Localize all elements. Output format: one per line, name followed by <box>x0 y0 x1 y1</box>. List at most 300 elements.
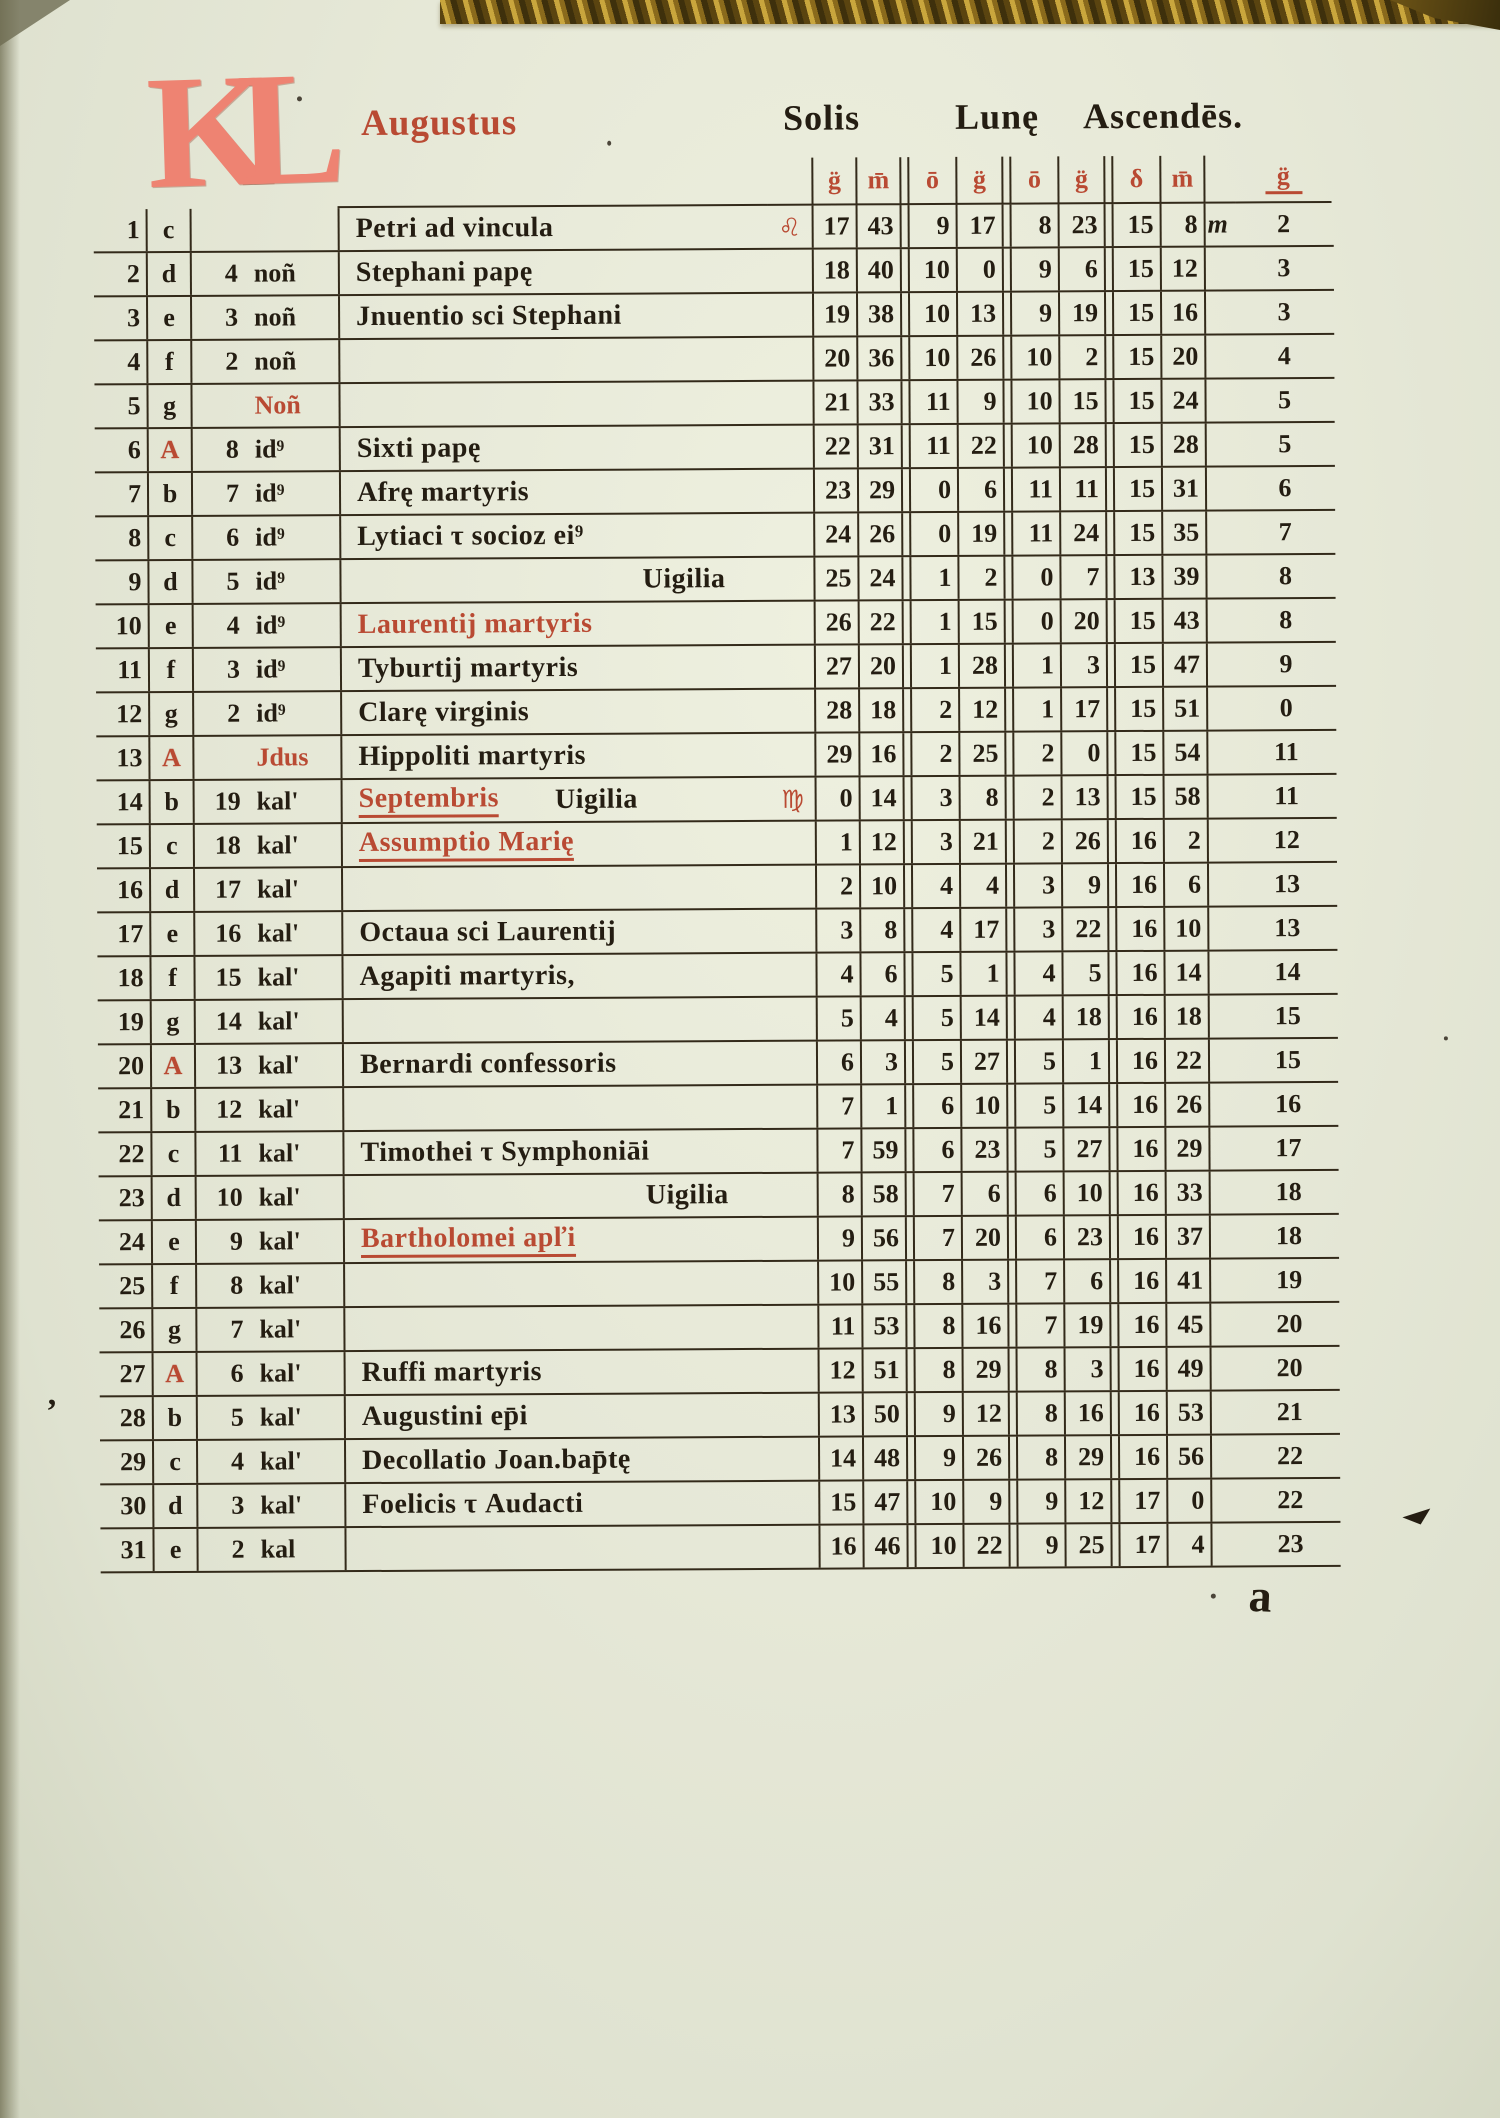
day-number: 28 <box>119 1403 146 1433</box>
calendar-row <box>98 1127 1338 1177</box>
ascendant-zodiac-sign <box>1205 155 1235 203</box>
calendar-row <box>99 1215 1339 1265</box>
ascendens-hours: 15 <box>1128 341 1155 372</box>
ascendens-hours: 15 <box>1129 517 1156 548</box>
column-gap <box>904 1129 914 1171</box>
second-degrees: 27 <box>1062 1128 1108 1170</box>
lune-sign: 8 <box>942 1354 956 1384</box>
solis-minutes: 51 <box>862 1349 906 1391</box>
calendar-row <box>98 1039 1338 1089</box>
column-gap <box>1105 424 1115 466</box>
column-gap <box>1108 996 1118 1038</box>
day-number: 31 <box>120 1535 147 1565</box>
lune-sign: 1 <box>938 606 952 637</box>
column-gap <box>903 909 913 951</box>
oblique-ascension-degrees <box>1235 155 1331 204</box>
column-gap <box>900 205 910 247</box>
feast-name <box>340 646 770 690</box>
calendar-row <box>97 863 1337 913</box>
column-gap <box>906 1393 916 1435</box>
lune-degrees: 25 <box>958 733 1004 775</box>
feast-text: Laurentij martyris <box>357 607 593 641</box>
lune-sign: 11 <box>925 386 951 417</box>
feast-name <box>343 1262 773 1306</box>
calendar-row <box>95 467 1335 517</box>
dominical-letter: f <box>151 1265 195 1307</box>
roman-word: kal' <box>258 1094 301 1124</box>
ascendant-zodiac-sign: m <box>1207 209 1228 239</box>
day-number: 1 <box>126 215 140 245</box>
second-sign: 9 <box>1038 254 1052 284</box>
oblique-ascension-degrees: 23 <box>1277 1529 1304 1559</box>
oblique-ascension-degrees: 12 <box>1273 825 1300 855</box>
lune-sign: ō <box>909 157 955 205</box>
roman-word: kal' <box>258 1138 301 1168</box>
roman-number: 18 <box>193 825 249 867</box>
lune-degrees: 4 <box>959 865 1005 907</box>
column-gap <box>1003 425 1013 467</box>
solis-minutes: 43 <box>856 205 900 247</box>
column-gap <box>1107 952 1117 994</box>
feast-text: Bernardi confessoris <box>359 1047 617 1081</box>
column-gap <box>1007 1217 1017 1259</box>
column-gap <box>901 557 911 599</box>
second-sign: 0 <box>1040 606 1054 636</box>
column-gap <box>1008 1481 1018 1523</box>
day-number: 17 <box>117 919 144 949</box>
day-number <box>93 161 145 209</box>
roman-number: 5 <box>196 1397 252 1439</box>
solis-minutes: 1 <box>860 1085 904 1127</box>
lune-degrees: 19 <box>957 513 1003 555</box>
lune-degrees: 9 <box>962 1481 1008 1523</box>
dominical-letter: d <box>149 869 193 911</box>
ascendens-hours: 16 <box>1131 913 1158 944</box>
ascendens-minutes: 28 <box>1161 424 1207 466</box>
lune-sign: 9 <box>942 1398 956 1428</box>
roman-word: kal' <box>259 1270 302 1300</box>
second-degrees: 18 <box>1062 996 1108 1038</box>
lune-sign: 0 <box>937 474 952 505</box>
lune-sign: 4 <box>940 870 954 901</box>
ascendant-zodiac-sign <box>1209 863 1239 905</box>
ascendens-minutes: 22 <box>1164 1040 1210 1082</box>
oblique-ascension-degrees: 3 <box>1277 297 1291 327</box>
lune-sign: 8 <box>942 1310 956 1340</box>
oblique-ascension-degrees: 17 <box>1275 1133 1302 1163</box>
calendar-row <box>97 951 1337 1001</box>
lune-degrees: 17 <box>956 205 1002 247</box>
column-gap <box>901 469 911 511</box>
ascendant-zodiac-sign <box>1212 1435 1242 1477</box>
ascendens-minutes: 53 <box>1166 1392 1212 1434</box>
dominical-letter: b <box>147 473 191 515</box>
lune-sign: 7 <box>941 1222 956 1252</box>
second-degrees: 14 <box>1062 1084 1108 1126</box>
feast-name <box>340 734 770 778</box>
column-gap <box>902 645 912 687</box>
lune-sign: 6 <box>941 1090 955 1120</box>
oblique-ascension-degrees: 18 <box>1275 1177 1302 1207</box>
second-degrees: 15 <box>1058 380 1104 422</box>
calendar-row <box>95 423 1335 473</box>
column-gap <box>900 337 910 379</box>
roman-number: 4 <box>190 253 246 295</box>
zodiac-sign-icon <box>773 1218 817 1260</box>
oblique-ascension-degrees: 14 <box>1274 957 1301 987</box>
column-gap <box>1106 688 1116 730</box>
solis-degrees: 24 <box>813 513 857 555</box>
ascendant-zodiac-sign <box>1211 1215 1241 1257</box>
column-gap <box>1107 820 1117 862</box>
lune-sign: 3 <box>939 782 953 813</box>
roman-number: 13 <box>194 1045 250 1087</box>
calendar-row <box>99 1259 1339 1309</box>
ascendens-minutes: 33 <box>1165 1172 1211 1214</box>
ascendens-hours: 16 <box>1131 1001 1158 1032</box>
dominical-letter: c <box>149 825 193 867</box>
day-number: 10 <box>115 611 142 641</box>
column-gap <box>1006 1129 1016 1171</box>
feast-text: Sixti papę <box>356 432 481 465</box>
column-gap <box>1007 1305 1017 1347</box>
solis-minutes: 22 <box>858 601 902 643</box>
lune-degrees: 10 <box>960 1085 1006 1127</box>
zodiac-sign-icon <box>769 558 813 600</box>
ascendant-zodiac-sign <box>1209 819 1239 861</box>
ascendens-hours: δ <box>1113 156 1159 204</box>
second-degrees: 23 <box>1058 204 1104 246</box>
second-sign: 5 <box>1042 1046 1057 1076</box>
roman-number: 3 <box>190 297 246 339</box>
ascendens-minutes: 10 <box>1163 908 1209 950</box>
second-degrees: 5 <box>1061 952 1107 994</box>
roman-word: kal' <box>259 1402 302 1432</box>
solis-minutes: 10 <box>859 865 903 907</box>
oblique-ascension-degrees: 19 <box>1276 1265 1303 1295</box>
lune-sign: 5 <box>940 958 954 989</box>
ascendens-minutes: 18 <box>1164 996 1210 1038</box>
lune-degrees: 14 <box>960 997 1006 1039</box>
second-sign: 9 <box>1045 1486 1059 1516</box>
solis-minutes: 18 <box>858 689 902 731</box>
column-gap <box>903 821 913 863</box>
ascendens-minutes: 6 <box>1163 864 1209 906</box>
lune-degrees: 9 <box>956 381 1002 423</box>
column-gap <box>1108 1040 1118 1082</box>
feast-text: Foelicis τ Audacti <box>362 1487 584 1521</box>
solis-minutes: 56 <box>861 1217 905 1259</box>
ascendens-hours: 15 <box>1128 385 1155 416</box>
ascendens-minutes: 4 <box>1166 1524 1212 1566</box>
lune-degrees: g̈ <box>955 157 1001 205</box>
calendar-row <box>96 687 1336 737</box>
solis-minutes: 46 <box>862 1525 906 1567</box>
zodiac-sign-icon <box>774 1482 818 1524</box>
ascendant-zodiac-sign <box>1212 1391 1242 1433</box>
lune-sign: 1 <box>938 650 953 681</box>
lune-degrees: 12 <box>958 689 1004 731</box>
lune-degrees: 26 <box>956 337 1002 379</box>
roman-word: noñ <box>253 258 296 288</box>
ascendant-zodiac-sign <box>1210 1127 1240 1169</box>
second-sign: 11 <box>1028 518 1054 548</box>
roman-word: id⁹ <box>255 610 286 640</box>
ascendens-hours: 16 <box>1132 1221 1160 1251</box>
column-gap <box>1007 1173 1017 1215</box>
calendar-row <box>94 291 1334 341</box>
second-degrees: 17 <box>1060 688 1106 730</box>
roman-word: kal' <box>256 786 299 816</box>
column-gap <box>1001 157 1011 205</box>
second-sign: 4 <box>1042 1002 1056 1032</box>
column-gap <box>905 1217 915 1259</box>
column-gap <box>900 249 910 291</box>
roman-number: 8 <box>191 429 247 471</box>
second-degrees: 26 <box>1061 820 1107 862</box>
day-number: 22 <box>118 1139 145 1169</box>
day-number: 30 <box>120 1491 147 1521</box>
column-gap <box>1008 1437 1018 1479</box>
day-number: 9 <box>128 567 142 597</box>
column-gap <box>1108 1128 1118 1170</box>
column-gap <box>906 1525 916 1567</box>
second-sign: 2 <box>1041 782 1055 812</box>
lune-degrees: 26 <box>962 1437 1008 1479</box>
roman-number: 6 <box>191 517 247 559</box>
lune-degrees: 2 <box>957 557 1003 599</box>
feast-text: Stephani papę <box>355 256 533 289</box>
lune-sign: 2 <box>939 694 953 725</box>
lune-sign: 5 <box>940 1046 955 1076</box>
ascendens-minutes: 56 <box>1166 1436 1212 1478</box>
ascendens-minutes: 24 <box>1160 380 1206 422</box>
column-gap <box>1107 908 1117 950</box>
lune-sign: 1 <box>938 562 952 593</box>
ascendens-minutes: 49 <box>1166 1348 1212 1390</box>
lune-sign: 10 <box>924 342 951 373</box>
oblique-ascension-degrees: 2 <box>1277 209 1291 239</box>
column-gap <box>1004 733 1014 775</box>
lune-sign: 10 <box>930 1486 957 1517</box>
zodiac-sign-icon <box>768 382 812 424</box>
column-gap <box>1110 1348 1120 1390</box>
ascendens-hours: 15 <box>1128 429 1155 460</box>
column-gap <box>902 733 912 775</box>
zodiac-sign-icon <box>772 1086 816 1128</box>
column-gap <box>1003 513 1013 555</box>
second-sign: ō <box>1011 156 1057 204</box>
second-sign: 8 <box>1045 1442 1059 1472</box>
feast-text: Jnuentio sci Stephani <box>356 299 622 333</box>
feast-text: Assumptio Marię <box>359 827 574 861</box>
feast-name <box>339 514 769 558</box>
day-number: 14 <box>116 787 143 817</box>
roman-word: noñ <box>254 346 297 376</box>
second-sign: 7 <box>1044 1266 1058 1296</box>
second-sign: 10 <box>1026 342 1053 372</box>
column-gap <box>901 513 911 555</box>
solis-degrees: 6 <box>816 1041 860 1083</box>
solis-minutes: 58 <box>861 1173 905 1215</box>
ascendant-zodiac-sign <box>1207 511 1237 553</box>
lune-sign: 10 <box>923 254 950 285</box>
ascendant-zodiac-sign <box>1212 1479 1242 1521</box>
dominical-letter: b <box>152 1397 196 1439</box>
second-degrees: 10 <box>1063 1172 1109 1214</box>
roman-number: 4 <box>192 605 248 647</box>
feast-name <box>343 1306 773 1350</box>
zodiac-sign-icon <box>770 690 814 732</box>
roman-word: id⁹ <box>254 478 285 508</box>
second-degrees: 22 <box>1061 908 1107 950</box>
dominical-letter: e <box>151 1221 195 1263</box>
solis-minutes: 3 <box>860 1041 904 1083</box>
column-gap <box>1109 1216 1119 1258</box>
second-degrees: 12 <box>1064 1480 1110 1522</box>
solis-degrees: 0 <box>815 777 859 819</box>
second-sign: 6 <box>1043 1178 1057 1208</box>
zodiac-sign-icon <box>768 250 812 292</box>
day-number: 2 <box>126 259 140 289</box>
solis-degrees: 28 <box>814 689 858 731</box>
ink-mark: , <box>47 1375 57 1413</box>
feast-name <box>338 382 768 426</box>
day-number: 24 <box>118 1227 146 1257</box>
column-gap <box>900 381 910 423</box>
column-gap <box>901 425 911 467</box>
calendar-row <box>95 511 1335 561</box>
zodiac-sign-icon <box>768 294 812 336</box>
lune-sign: 9 <box>936 210 950 241</box>
feast-name <box>343 1174 773 1218</box>
lune-degrees: 29 <box>962 1349 1008 1391</box>
ascendant-zodiac-sign <box>1210 1083 1240 1125</box>
solis-degrees: 4 <box>815 953 859 995</box>
feast-name <box>341 822 771 866</box>
ascendant-zodiac-sign <box>1210 1039 1240 1081</box>
solis-degrees: 22 <box>813 425 857 467</box>
day-number: 7 <box>127 479 142 509</box>
zodiac-sign-icon <box>771 822 815 864</box>
ascendens-hours: 16 <box>1131 1045 1159 1075</box>
feast-name <box>339 470 769 514</box>
second-sign: 0 <box>1040 562 1054 592</box>
roman-number: 14 <box>194 1001 250 1043</box>
roman-number: 2 <box>192 693 248 735</box>
roman-number: 15 <box>193 957 249 999</box>
solis-degrees: 15 <box>818 1481 862 1523</box>
second-degrees: 6 <box>1058 248 1104 290</box>
dominical-letter: b <box>150 1089 194 1131</box>
solis-minutes: m̄ <box>855 157 899 205</box>
second-degrees: 0 <box>1060 732 1106 774</box>
zodiac-sign-icon <box>773 1262 817 1304</box>
solis-degrees: 17 <box>812 205 856 247</box>
solis-minutes: 53 <box>861 1305 905 1347</box>
column-gap <box>1110 1436 1120 1478</box>
second-degrees: 9 <box>1061 864 1107 906</box>
roman-number <box>190 385 246 427</box>
solis-degrees: 8 <box>817 1173 861 1215</box>
solis-minutes: 14 <box>859 777 903 819</box>
ascendant-zodiac-sign <box>1212 1347 1242 1389</box>
column-gap <box>1108 1084 1118 1126</box>
day-number: 3 <box>127 303 141 333</box>
ascendens-minutes: 31 <box>1161 468 1207 510</box>
oblique-ascension-degrees: 4 <box>1277 341 1291 371</box>
solis-minutes: 20 <box>858 645 902 687</box>
day-number: 5 <box>127 391 141 421</box>
ascendens-hours: 16 <box>1131 869 1158 900</box>
roman-number: 2 <box>190 341 246 383</box>
solis-degrees: 23 <box>813 469 857 511</box>
column-gap <box>1002 205 1012 247</box>
roman-number: 6 <box>196 1353 252 1395</box>
oblique-ascension-degrees: 11 <box>1274 781 1299 811</box>
lune-degrees: 22 <box>957 425 1003 467</box>
feast-name <box>342 998 772 1042</box>
lune-column-header: Lunę <box>954 96 1040 137</box>
dominical-letter: b <box>149 781 193 823</box>
second-sign: 11 <box>1028 474 1054 504</box>
lune-degrees: 8 <box>959 777 1005 819</box>
feast-name <box>342 1042 772 1086</box>
feast-name <box>338 250 768 294</box>
feast-name <box>344 1526 774 1570</box>
column-gap <box>1005 821 1015 863</box>
second-sign: 6 <box>1043 1222 1058 1252</box>
column-gap <box>900 293 910 335</box>
solis-minutes: 50 <box>862 1393 906 1435</box>
solis-degrees: 12 <box>818 1349 862 1391</box>
feast-text: Octaua sci Laurentij <box>359 915 617 949</box>
roman-number: 10 <box>195 1177 251 1219</box>
calendar-row <box>98 995 1338 1045</box>
calendar-row <box>100 1347 1340 1397</box>
feast-name <box>338 294 768 338</box>
ascendant-zodiac-sign <box>1208 643 1238 685</box>
feast-text: Augustini ep̄i <box>361 1400 528 1433</box>
ascendens-minutes: 8 <box>1160 204 1206 246</box>
column-gap <box>904 1085 914 1127</box>
oblique-ascension-degrees: 7 <box>1278 517 1292 547</box>
ascendant-zodiac-sign <box>1209 775 1239 817</box>
ascendens-hours: 13 <box>1129 561 1156 592</box>
lune-sign: 7 <box>941 1178 955 1208</box>
solis-minutes: 33 <box>856 381 900 423</box>
calendar-row <box>98 1083 1338 1133</box>
feast-name <box>344 1394 774 1438</box>
column-gap <box>1105 512 1115 554</box>
column-gap <box>1104 336 1114 378</box>
roman-word: kal' <box>259 1358 302 1388</box>
oblique-ascension-degrees: 20 <box>1276 1353 1303 1383</box>
second-sign: 7 <box>1044 1310 1058 1340</box>
oblique-ascension-degrees: 3 <box>1277 253 1291 283</box>
oblique-ascension-degrees: 5 <box>1278 429 1292 459</box>
lune-degrees: 22 <box>962 1525 1008 1567</box>
ascendens-minutes: 16 <box>1160 292 1206 334</box>
column-gap <box>906 1481 916 1523</box>
roman-number: 2 <box>196 1529 252 1571</box>
calendar-row <box>100 1391 1340 1441</box>
ascendant-zodiac-sign <box>1207 555 1237 597</box>
solis-degrees: 26 <box>814 601 858 643</box>
ascendens-column-header: Ascendēs. <box>1082 95 1244 137</box>
ascendens-minutes: 0 <box>1166 1480 1212 1522</box>
feast-name <box>339 558 769 602</box>
